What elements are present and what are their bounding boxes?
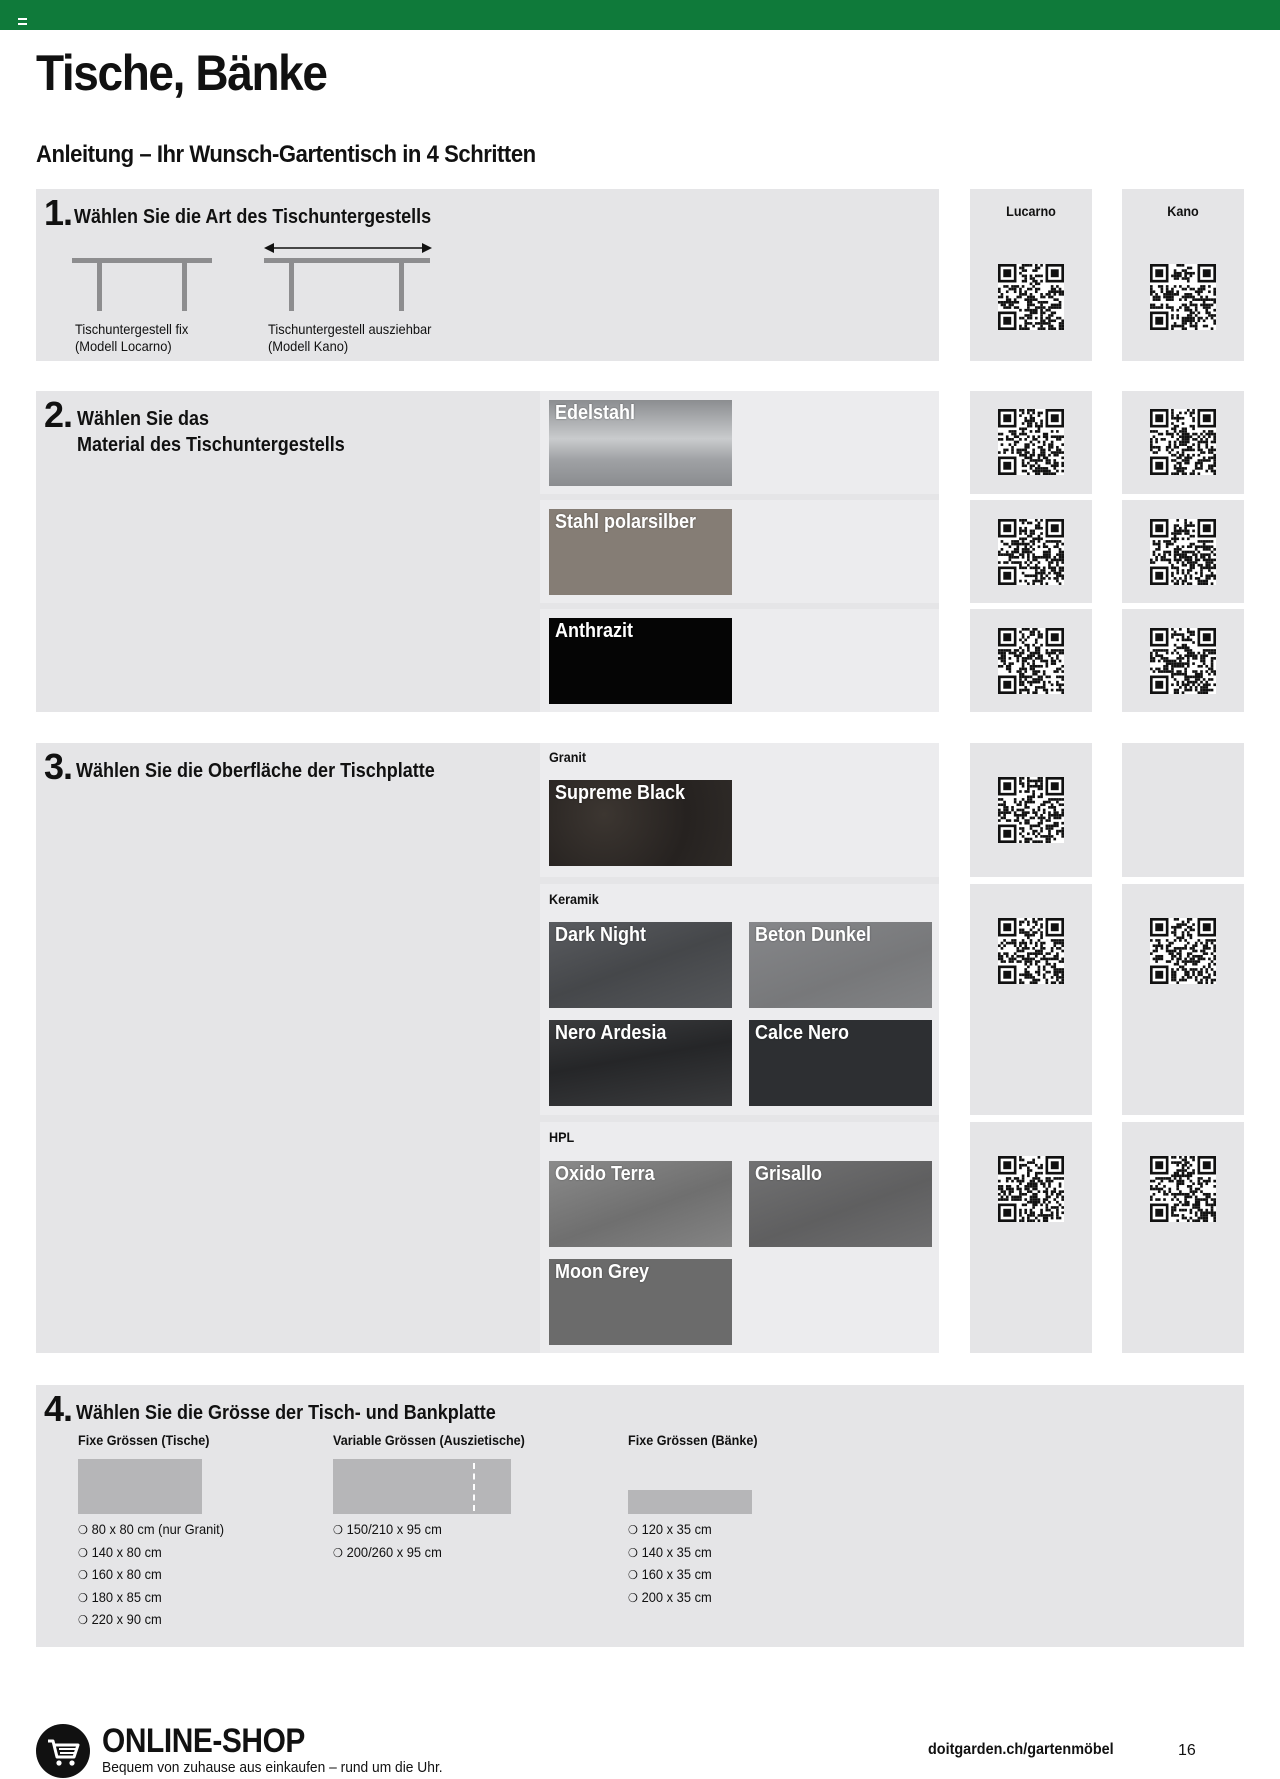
table-extendable-drawing <box>262 240 437 315</box>
qr-pattern <box>1150 1156 1216 1222</box>
qr-code-lucarno-keramik[interactable] <box>998 918 1064 984</box>
qr-pattern <box>998 519 1064 585</box>
qr-pattern <box>1150 519 1216 585</box>
group-label-hpl: HPL <box>549 1129 575 1145</box>
size-list-fixed-benches <box>628 1519 712 1609</box>
size-option[interactable]: ❍ 160 x 80 cm <box>78 1564 224 1587</box>
step1-option-fixed: Tischuntergestell fix (Modell Locarno) <box>75 321 189 354</box>
page-number: 16 <box>1178 1742 1196 1759</box>
qr-pattern <box>1150 918 1216 984</box>
website-link[interactable]: doitgarden.ch/gartenmöbel <box>928 1741 1114 1758</box>
swatch-anthrazit[interactable]: Anthrazit <box>549 618 732 704</box>
swatch-oxido-terra[interactable]: Oxido Terra <box>549 1161 732 1247</box>
swatch-moon-grey[interactable]: Moon Grey <box>549 1259 732 1345</box>
qr-code-kano-keramik[interactable] <box>1150 918 1216 984</box>
page-title: Tische, Bänke <box>36 45 327 101</box>
table-fixed-drawing <box>70 240 220 315</box>
step2-text: Wählen Sie das Material des Tischuntergestells <box>77 408 345 456</box>
swatch-beton-dunkel[interactable]: Beton Dunkel <box>749 922 932 1008</box>
size-option[interactable]: ❍ 200/260 x 95 cm <box>333 1542 442 1565</box>
size-option[interactable]: ❍ 160 x 35 cm <box>628 1564 712 1587</box>
online-shop-subtitle: Bequem von zuhause aus einkaufen – rund um die Uhr. <box>102 1759 443 1776</box>
qr-pattern <box>1150 264 1216 330</box>
qr-pattern <box>998 264 1064 330</box>
group-label-keramik: Keramik <box>549 891 599 907</box>
shape-fixed-table <box>78 1459 202 1514</box>
step4-number: 4. <box>44 1388 73 1429</box>
size-option[interactable]: ❍ 200 x 35 cm <box>628 1587 712 1610</box>
column-head-lucarno: Lucarno <box>1006 203 1056 219</box>
online-shop-title: ONLINE-SHOP <box>102 1722 305 1760</box>
shape-variable-table <box>333 1459 511 1514</box>
shopping-cart-icon <box>36 1724 90 1778</box>
size-option[interactable]: ❍ 140 x 80 cm <box>78 1542 224 1565</box>
online-shop-badge[interactable] <box>36 1724 90 1778</box>
qr-pattern <box>998 1156 1064 1222</box>
size-list-variable-tables <box>333 1519 442 1564</box>
qr-code-kano-anthrazit[interactable] <box>1150 628 1216 694</box>
step1-text: Wählen Sie die Art des Tischuntergestells <box>74 206 432 228</box>
size-option[interactable]: ❍ 120 x 35 cm <box>628 1519 712 1542</box>
size-option[interactable]: ❍ 80 x 80 cm (nur Granit) <box>78 1519 224 1542</box>
step1-number: 1. <box>44 192 73 233</box>
heading-variable-tables: Variable Grössen (Auszietische) <box>333 1432 525 1448</box>
size-option[interactable]: ❍ 140 x 35 cm <box>628 1542 712 1565</box>
swatch-grisallo[interactable]: Grisallo <box>749 1161 932 1247</box>
size-option[interactable]: ❍ 180 x 85 cm <box>78 1587 224 1610</box>
swatch-supreme-black[interactable]: Supreme Black <box>549 780 732 866</box>
swatch-calce-nero[interactable]: Calce Nero <box>749 1020 932 1106</box>
step4-text: Wählen Sie die Grösse der Tisch- und Bankplatte <box>76 1402 496 1424</box>
top-bar <box>0 0 1280 30</box>
menu-icon[interactable] <box>18 18 27 25</box>
qr-code-kano-model[interactable] <box>1150 264 1216 330</box>
qr-pattern <box>1150 409 1216 475</box>
qr-box-kano-granit-empty <box>1122 743 1244 877</box>
swatch-stahl-polarsilber[interactable]: Stahl polarsilber <box>549 509 732 595</box>
qr-code-lucarno-granit[interactable] <box>998 777 1064 843</box>
heading-fixed-benches: Fixe Grössen (Bänke) <box>628 1432 758 1448</box>
step3-text: Wählen Sie die Oberfläche der Tischplatte <box>76 760 435 782</box>
qr-pattern <box>998 918 1064 984</box>
size-option[interactable]: ❍ 220 x 90 cm <box>78 1609 224 1632</box>
step3-number: 3. <box>44 746 73 787</box>
size-option[interactable]: ❍ 150/210 x 95 cm <box>333 1519 442 1542</box>
qr-code-lucarno-hpl[interactable] <box>998 1156 1064 1222</box>
shape-bench <box>628 1490 752 1514</box>
qr-code-lucarno-stahl[interactable] <box>998 519 1064 585</box>
qr-pattern <box>1150 628 1216 694</box>
swatch-nero-ardesia[interactable]: Nero Ardesia <box>549 1020 732 1106</box>
qr-code-kano-hpl[interactable] <box>1150 1156 1216 1222</box>
qr-pattern <box>998 628 1064 694</box>
page-subtitle: Anleitung – Ihr Wunsch-Gartentisch in 4 Schritten <box>36 141 536 168</box>
qr-pattern <box>998 409 1064 475</box>
swatch-dark-night[interactable]: Dark Night <box>549 922 732 1008</box>
step2-number: 2. <box>44 394 73 435</box>
extension-divider <box>473 1463 475 1511</box>
swatch-edelstahl[interactable]: Edelstahl <box>549 400 732 486</box>
step1-option-extendable: Tischuntergestell ausziehbar (Modell Kano) <box>268 321 432 354</box>
qr-code-kano-edelstahl[interactable] <box>1150 409 1216 475</box>
qr-code-lucarno-anthrazit[interactable] <box>998 628 1064 694</box>
size-list-fixed-tables <box>78 1519 224 1632</box>
qr-code-kano-stahl[interactable] <box>1150 519 1216 585</box>
heading-fixed-tables: Fixe Grössen (Tische) <box>78 1432 210 1448</box>
qr-code-lucarno-model[interactable] <box>998 264 1064 330</box>
column-head-kano: Kano <box>1167 203 1199 219</box>
qr-code-lucarno-edelstahl[interactable] <box>998 409 1064 475</box>
group-label-granit: Granit <box>549 749 587 765</box>
qr-pattern <box>998 777 1064 843</box>
